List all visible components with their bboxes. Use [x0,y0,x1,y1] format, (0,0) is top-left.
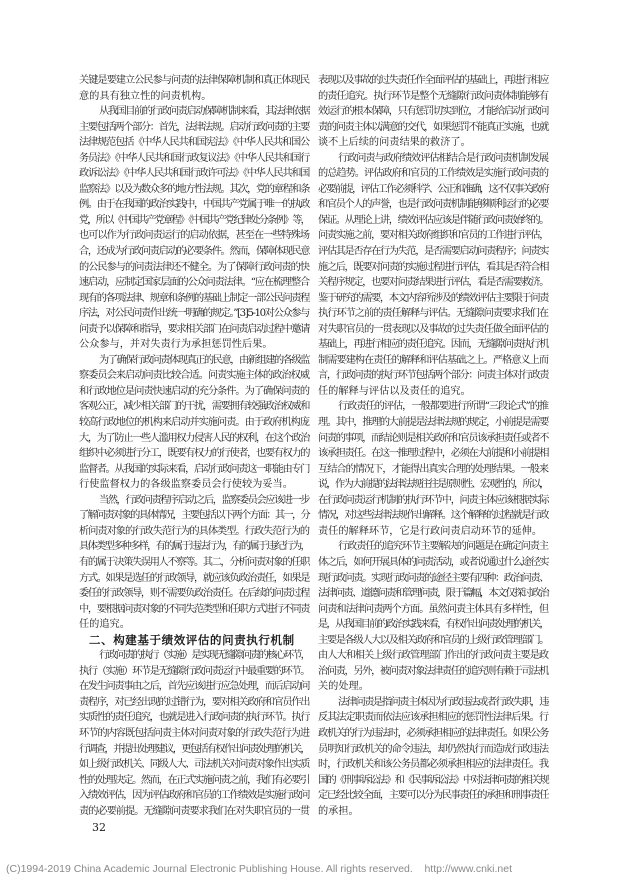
text-line: 治问责，另外，被问责对象法律责任的追究则有赖于司法机 [318,665,548,677]
text-line: 定已经比较全面，主要可以分为民事责任的承担和刑事责任 [318,790,548,802]
text-line: 法律问责、道德问责和管理问责，限于篇幅，本文仅探讨政治 [318,588,548,600]
page-number: 32 [92,821,106,834]
paragraph [318,539,548,694]
text-line: 析问责对象的行政失范行为的具体类型。行政失范行为的 [79,525,309,537]
text-line: 序法，对公民问责作出统一明确的规定。”[3]5-10对公众参与 [79,308,309,320]
text-line: 对失职官员的一贯表现以及事故的过失责任做全面评估的 [318,323,548,335]
text-line: 监督者。从我国的实际来看，启动行政问责这一职能由专门 [79,463,309,475]
text-line: 责任的解释环节，它是行政问责启动环节的延伸。 [318,525,543,537]
text-line: 公众参与，并对失责行为承担惩罚性后果。 [79,339,273,351]
text-line: 施之后，既要对问责的实施过程进行评估，看其是否符合相 [318,261,548,273]
paragraph [318,73,548,151]
text-line: 政诉讼法》《中华人民共和国行政许可法》《中华人民共和国 [79,168,309,180]
text-line: 任的追究。 [79,619,130,631]
paragraph [318,399,548,539]
text-line: 有的属于决策失误用人不察等。其二，分析问责对象的任职 [79,556,309,568]
text-line: 反其法定职责而依法应该承担相应的惩罚性法律后果。行 [318,712,548,724]
text-line: 从我国目前的行政问责启动保障机制来看，其法律依据 [99,106,309,118]
text-line: 大，为了防止一些人滥用权力侵害人民的权利，在这个政治 [79,432,309,444]
text-line: 现有的各项法律、规章和条例的基础上制定一部公民问责程 [79,292,309,304]
text-line: 也可以作为行政问责运行的启动依据，甚至在一些特殊场 [79,230,309,242]
text-line: 行使监督权力的各级监察委员会行使较为妥当。 [79,479,293,491]
text-line: 在行政问责运行机制的执行环节中，问责主体应该根据实际 [318,494,548,506]
text-line: 委任的行政领导，则不需要负政治责任。在后续的问责过程 [79,588,309,600]
text-line: 意的具有独立性的问责机构。 [79,90,212,102]
text-line: 主要是各级人大以及相关政府和官员的上级行政管理部门。 [318,634,548,646]
section-heading: 二、构建基于绩效评估的问责执行机制 [89,632,295,647]
text-line: 法律规范包括《中华人民共和国宪法》《中华人民共和国公 [79,137,309,149]
text-line: 谈不上后续的问责结果的救济了。 [318,137,471,149]
text-line: 基础上，再进行相应的责任追究。因而，无缝隙问责执行机 [318,339,548,351]
text-line: 了解问责对象的具体情况，主要包括以下两个方面：其一，分 [79,510,309,522]
text-line: 主要包括两个部分：首先，法律法规。启动行政问责的主要 [79,121,309,133]
text-line: 的总趋势。评估政府和官员的工作绩效是实施行政问责的 [318,168,548,180]
text-line: 行政责任的追究环节主要解决的问题是在确定问责主 [338,541,548,553]
text-line: 责的必要前提。无缝隙问责要求我们在对失职官员的一贯 [79,805,309,817]
copyright-footer: (C)1994-2019 China Academic Journal Electronic Publishing House. All rights reserved. http://www.cnki.net [6,863,512,875]
text-line: 由人大和相关上级行政管理部门作出的行政问责主要是政 [318,650,548,662]
paragraph [318,695,548,819]
text-line: 责程序，对已经出现的过错行为，要对相关政府和官员作出 [79,696,309,708]
text-line: 当然，行政问责程序启动之后，监察委员会应该进一步 [99,494,309,506]
text-line: 保证。从理论上讲，绩效评估应该是伴随行政问责始终的。 [318,214,548,226]
text-line: 和行政地位是问责快速启动的充分条件。为了确保问责的 [79,385,309,397]
text-line: 评估其是否存在行为失范，是否需要启动问责程序；问责实 [318,246,548,258]
text-line: 执行（实施）环节是无缝隙行政问责运行中最重要的环节。 [79,665,309,677]
text-line: 理。其中，推理的大前提是法律法规的规定，小前提是需要 [318,417,548,429]
text-line: 关程序规定，也要对问责结果进行评估，看是否需要救济。 [318,277,548,289]
text-line: 的承担。 [318,805,359,817]
text-line: 问责的事项，而结论则是相关政府和官员该承担责任或者不 [318,432,548,444]
text-line: 为了确保行政问责体现真正的民意，由新组建的各级监 [99,354,309,366]
text-line: 在发生问责事由之后，首先应该进行应急处理，而后启动问 [79,681,309,693]
paragraph [79,493,309,633]
text-line: 具体类型多种多样，有的属于违法行为，有的属于违纪行为， [79,541,309,553]
text-line: 入绩效评估，因为评估政府和官员的工作绩效是实施行政问 [79,790,309,802]
text-line: 关的处理。 [318,681,369,693]
text-line: 员明知行政机关的命令违法，却仍然执行而造成行政违法 [318,743,548,755]
text-line: 合，还成为行政问责启动的必要条件。然而，保障体现民意 [79,246,309,258]
text-line: 客观公正，减少相关部门的干扰，需要拥有较强政治权威和 [79,401,309,413]
text-line: 现行政问责。实现行政问责的途径主要有四种：政治问责、 [318,572,548,584]
text-line: 实质性的责任追究，也就是进入行政问责的执行环节。执行 [79,712,309,724]
paragraph [318,151,548,400]
text-line: 国的《刑事诉讼法》和《民事诉讼法》中对法律问责的相关规 [318,774,548,786]
text-line: 行调查，并提出处理建议，更包括有权作出问责处理的机关， [79,743,309,755]
text-line: 鉴于研究的需要，本文内容所涉及的绩效评估主要限于问责 [318,292,548,304]
text-line: 务员法》《中华人民共和国行政复议法》《中华人民共和国行 [79,152,309,164]
text-line: 关键是要建立公民参与问责的法律保障机制和真正体现民 [79,75,309,86]
text-line: 行政责任的评估，一般都要进行所谓“三段论式”的推 [338,401,548,413]
text-line: 环节的内容既包括问责主体对问责对象的行政失范行为进 [79,727,309,739]
text-line: 例。由于在我国的政治实践中，中国共产党属于唯一的执政 [79,199,309,211]
text-line: 任的解释与评估以及责任的追究。 [318,385,471,397]
text-line: 的责任追究。执行环节是整个无缝隙行政问责体制能够有 [318,90,548,102]
paragraph [79,353,309,493]
text-line: 和官员个人的声誉，也是行政问责机制能够顺利运行的必要 [318,199,548,211]
text-line: 该承担责任。在这一推理过程中，必须在大前提和小前提相 [318,448,548,460]
text-line: 如上级行政机关、同级人大、司法机关对问责对象作出实质 [79,759,309,771]
right-column [318,73,548,819]
left-column [79,73,309,819]
text-line: 行政问责与政府绩效评估相结合是行政问责机制发展 [338,152,548,164]
text-line: 体之后，如何开展具体的问责活动，或者说通过什么途径实 [318,556,548,568]
paragraph [79,648,309,819]
paragraph [79,73,309,104]
text-line: 言，行政问责的执行环节包括两个部分：问责主体对行政责 [318,370,548,382]
text-line: 法律问责是指问责主体因为行政违法或者行政失职，违 [338,696,548,708]
text-line: 必要前提，评估工作必须科学、公正和准确，这不仅事关政府 [318,183,548,195]
text-line: 察委员会来启动问责比较合适。问责实施主体的政治权威 [79,370,309,382]
paragraph [79,104,309,353]
text-line: 方式。如果是选任的行政领导，就应该负政治责任，如果是 [79,572,309,584]
text-line: 组织中必须进行分工，既要有权力的行使者，也要有权力的 [79,448,309,460]
text-line: 较高行政地位的机构来启动并实施问责。由于政府机构庞 [79,417,309,429]
text-line: 问责实施之前，要对相关政府组织和官员的工作进行评估， [318,230,548,242]
text-line: 的公民参与的问责法律还不健全。为了保障行政问责的快 [79,261,309,273]
text-line: 中，要根据问责对象的不同失范类型和任职方式进行不同责 [79,603,309,615]
text-line: 说，作为大前提的法律法规往往是原则性、宏观性的，所以， [318,479,548,491]
text-line: 执行环节之前的责任解释与评估。无缝隙问责要求我们在 [318,308,548,320]
text-line: 党，所以《中国共产党章程》《中国共产党纪律处分条例》等， [79,214,309,226]
text-line: 问责予以保障和指导，要求相关部门在问责启动过程中邀请 [79,323,309,335]
text-line: 政机关的行为违法时，必须承担相应的法律责任。如果公务 [318,727,548,739]
text-line: 效运行的根本保障，只有惩罚切实到位，才能给启动行政问 [318,106,548,118]
text-line: 情况，对这些法律法规作出解释。这个解释的过程就是行政 [318,510,548,522]
text-line: 是，从我国目前的政治实践来看，有权作出问责处理的机关， [318,619,548,631]
text-line: 表现以及事故的过失责任作全面评估的基础上，再进行相应 [318,75,548,86]
text-line: 时，行政机关和该公务员都必须承担相应的法律责任。我 [318,759,548,771]
text-line: 制需要建构在责任的解释和评估基础之上。严格意义上而 [318,354,548,366]
text-line: 行政问责的执行（实施）是实现无缝隙问责的核心环节， [99,650,309,662]
text-line: 责的问责主体以满意的交代，如果惩罚不能真正实施，也就 [318,121,548,133]
text-line: 问责和法律问责两个方面。虽然问责主体具有多样性，但 [318,603,548,615]
text-line: 监察法》以及为数众多的地方性法规。其次，党的章程和条 [79,183,309,195]
text-line: 速启动，应制定国家层面的公众问责法律。“应在梳理整合 [79,277,309,289]
text-line: 性的处理决定。然而，在正式实施问责之前，我们有必要引 [79,774,309,786]
text-line: 互结合的情况下，才能得出真实合理的处理结果。一般来 [318,463,548,475]
